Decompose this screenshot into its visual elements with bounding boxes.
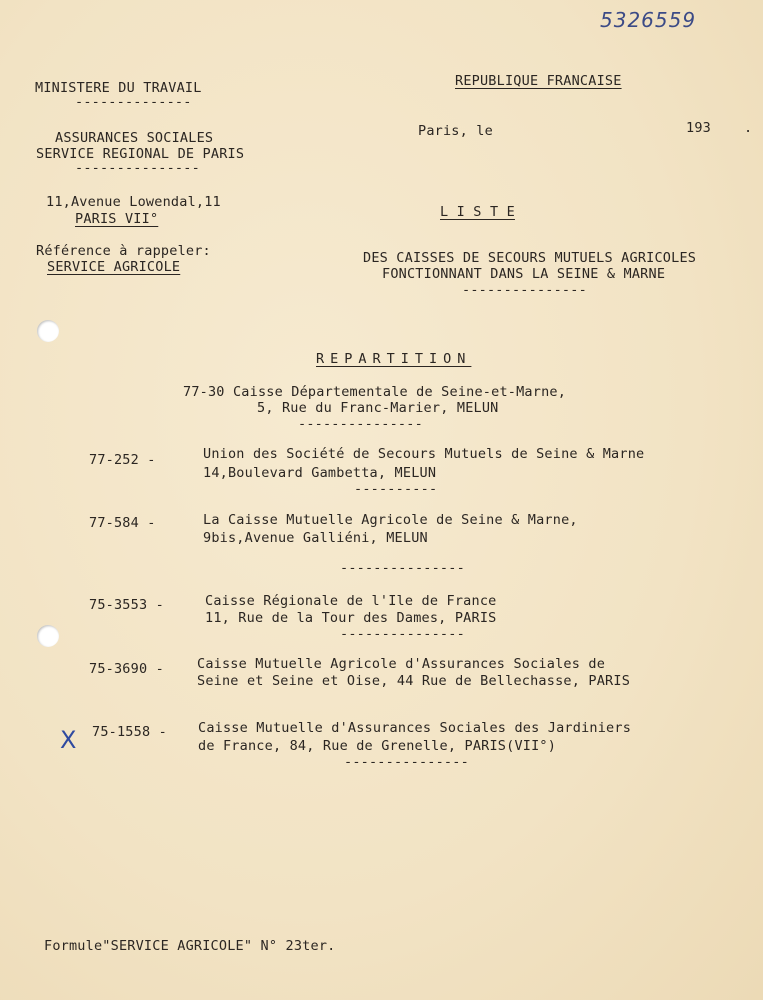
punch-hole-top — [37, 320, 59, 342]
entry-line-1: Caisse Mutuelle Agricole d'Assurances Sociales de — [197, 656, 606, 672]
archive-number: 5326559 — [600, 8, 697, 32]
repartition-heading: REPARTITION — [316, 351, 472, 367]
entry-line-1: Caisse Régionale de l'Ile de France — [205, 593, 497, 609]
service-line-1: ASSURANCES SOCIALES — [55, 130, 214, 146]
entry-line-1: La Caisse Mutuelle Agricole de Seine & Marne, — [203, 512, 578, 528]
main-entry-separator: --------------- — [298, 416, 423, 432]
main-entry-line-1: 77-30 Caisse Départementale de Seine-et-Marne, — [183, 384, 567, 400]
separator: -------------- — [75, 94, 192, 110]
entry-line-2: 14,Boulevard Gambetta, MELUN — [203, 465, 437, 481]
reference-value: SERVICE AGRICOLE — [47, 259, 181, 275]
separator: --------------- — [75, 160, 200, 176]
entry-line-1: Caisse Mutuelle d'Assurances Sociales des Jardiniers — [198, 720, 632, 736]
title-line-1: DES CAISSES DE SECOURS MUTUELS AGRICOLES — [363, 250, 697, 266]
entry-line-2: de France, 84, Rue de Grenelle, PARIS(VII°) — [198, 738, 557, 754]
entry-code: 77-584 - — [89, 515, 156, 531]
form-reference: Formule"SERVICE AGRICOLE" N° 23ter. — [44, 938, 336, 954]
entry-code: 75-1558 - — [92, 724, 167, 740]
reference-label: Référence à rappeler: — [36, 243, 211, 259]
service-line-2: SERVICE REGIONAL DE PARIS — [36, 146, 245, 162]
entry-line-1: Union des Société de Secours Mutuels de Seine & Marne — [203, 446, 645, 462]
republic-heading: REPUBLIQUE FRANCAISE — [455, 73, 622, 89]
title-line-2: FONCTIONNANT DANS LA SEINE & MARNE — [382, 266, 666, 282]
entry-separator: ---------- — [354, 481, 438, 497]
entry-separator: --------------- — [340, 626, 465, 642]
entry-separator: --------------- — [340, 560, 465, 576]
address-line-2: PARIS VII° — [75, 211, 159, 227]
entry-code: 75-3553 - — [89, 597, 164, 613]
title-separator: --------------- — [462, 282, 587, 298]
main-entry-line-2: 5, Rue du Franc-Marier, MELUN — [257, 400, 499, 416]
entry-separator: --------------- — [344, 754, 469, 770]
ministry-name: MINISTERE DU TRAVAIL — [35, 80, 202, 96]
entry-line-2: 11, Rue de la Tour des Dames, PARIS — [205, 610, 497, 626]
handwritten-x-mark: X — [60, 726, 77, 754]
list-heading: L I S T E — [440, 204, 515, 220]
place-date: Paris, le — [418, 123, 493, 139]
entry-code: 75-3690 - — [89, 661, 164, 677]
entry-code: 77-252 - — [89, 452, 156, 468]
punch-hole-bottom — [37, 625, 59, 647]
entry-line-2: Seine et Seine et Oise, 44 Rue de Bellechasse, PARIS — [197, 673, 631, 689]
year: 193 — [686, 120, 711, 136]
address-line-1: 11,Avenue Lowendal,11 — [46, 194, 221, 210]
entry-line-2: 9bis,Avenue Galliéni, MELUN — [203, 530, 428, 546]
date-dot: . — [744, 120, 753, 136]
